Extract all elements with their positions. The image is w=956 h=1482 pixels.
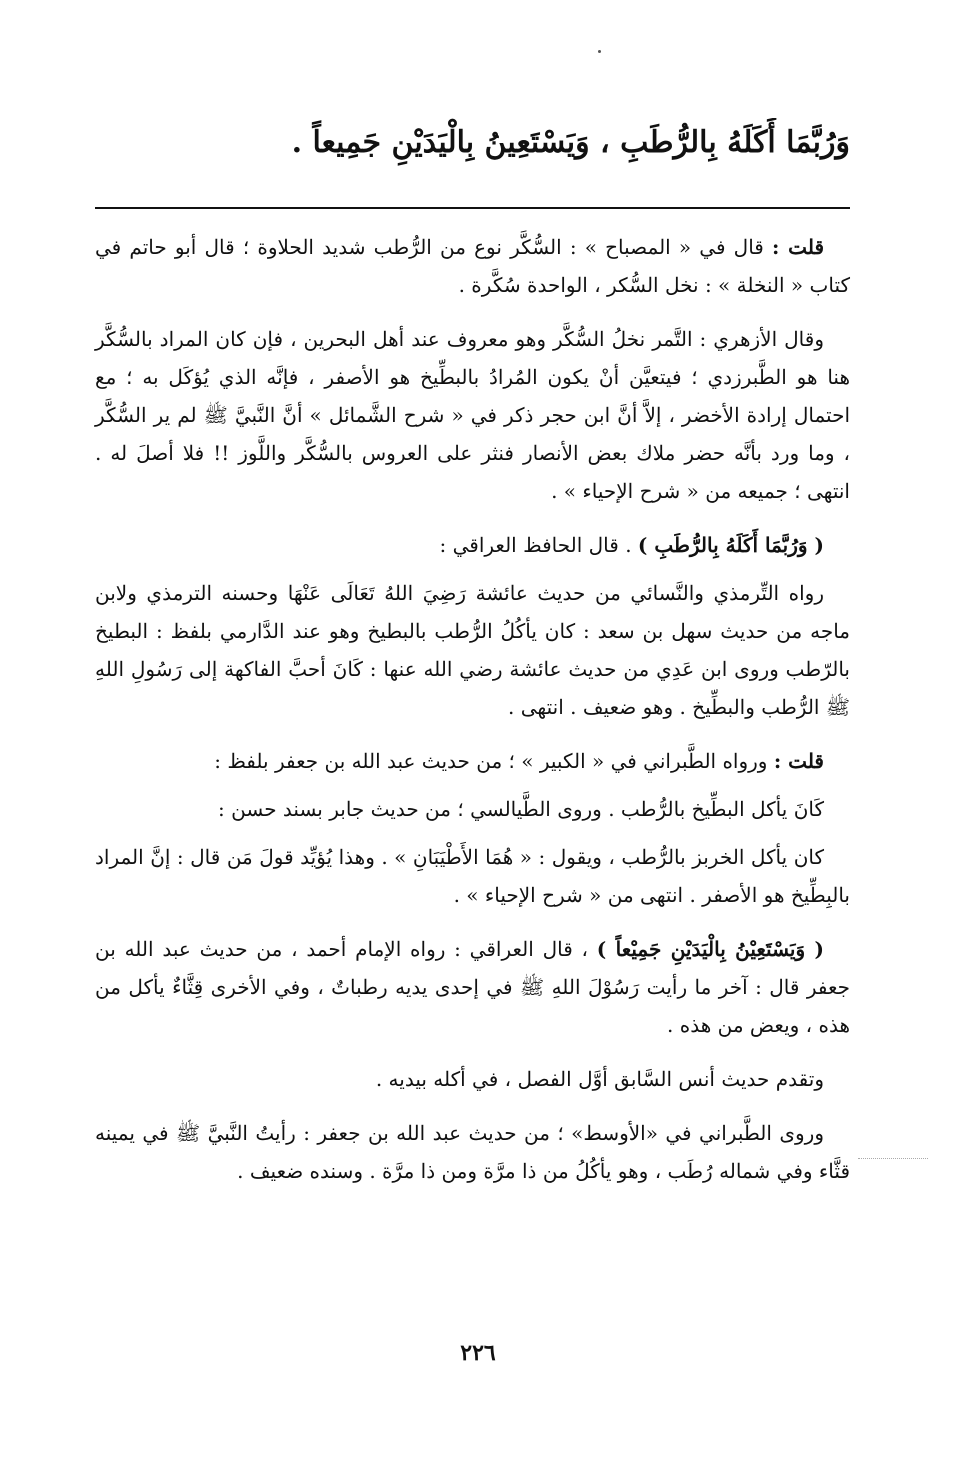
paragraph-text: وقال الأزهري : التَّمر نخلُ السُّكَّر وهو معروف عند أهل البحرين ، فإن كان المراد بالسُّكَّر هنا هو الطَّبرزدي ؛ فيتعيَّن أنْ يكون المُرادُ بالبطِّيخ هو الأصفر ، فإنَّه الذي يُؤكَل به ؛ مع احتمال إرادة الأخضر ، إلاَّ أنَّ ابن حجر ذكر في « شرح الشَّمائل » أنَّ النَّبيَّ ﷺ لم ير السُّكَّر ، وما ورد بأنَّه حضر ملاك بعض الأنصار فنثر على العروس بالسُّكَّر واللَّوز !! فلا أصلَ له . انتهى ؛ جميعه من « شرح الإحياء » .	[95, 327, 851, 503]
paragraph-lead: قلت :	[772, 235, 824, 259]
paragraph-text: كَانَ يأكل البطِّيخ بالرُّطب . وروى الطَّيالسي ؛ من حديث جابر بسند حسن :	[218, 797, 824, 821]
paragraph	[95, 574, 850, 726]
matn-quote: ( وَيَسْتَعِيْنُ بِالْيَدَيْنِ جَمِيْعاً )	[596, 937, 824, 961]
paragraph-text: كان يأكل الخربز بالرُّطب ، ويقول : « هُمَا الأَطْيَبَانِ » . وهذا يُؤيِّد قولَ مَن قال : إنَّ المراد بالبِطِّيخ هو الأصفر . انتهى من « شرح الإحياء » .	[95, 845, 850, 907]
commentary-body	[95, 228, 850, 1206]
paragraph-lead: قلت :	[773, 749, 824, 773]
paragraph	[95, 1060, 850, 1098]
paragraph	[95, 1114, 850, 1190]
paragraph-text: . قال الحافظ العراقي :	[439, 533, 638, 557]
matn-quote: ( وَرُبَّمَا أَكَلَهُ بِالرُّطَبِ )	[637, 533, 824, 557]
paragraph	[95, 838, 850, 914]
paragraph	[95, 790, 850, 828]
paragraph	[95, 320, 850, 510]
paragraph-text: رواه التِّرمذي والنَّسائي من حديث عائشة رَضِيَ اللهُ تَعَالَى عَنْهَا وحسنه الترمذي ولابن ماجه من حديث سهل بن سعد : كان يأكُلُ الرُّطب بالبطيخ وهو عند الدَّارمي بلفظ : البطيخ بالرّطب وروى ابن عَدِي من حديث عائشة رضي الله عنها : كَانَ أحبَّ الفاكهة إلى رَسُولِ اللهِ ﷺ الرُّطب والبطِّيخ . وهو ضعيف . انتهى .	[95, 581, 850, 719]
paragraph-text: ، قال العراقي : رواه الإمام أحمد ، من حديث عبد الله بن جعفر قال : آخر ما رأيت رَسُوْلَ اللهِ ﷺ في إحدى يديه رطباتٌ ، وفي الأخرى قِثَّاءٌ يأكل من هذه ، ويعض من هذه .	[95, 937, 850, 1037]
margin-mark	[858, 1158, 928, 1159]
scan-speck	[598, 50, 601, 53]
paragraph	[95, 526, 850, 564]
paragraph-text: وروى الطَّبراني في «الأوسط» ؛ من حديث عبد الله بن جعفر : رأيتُ النَّبيَّ ﷺ في يمينه قثَّاء وفي شماله رُطَب ، وهو يأكُلُ من ذا مرَّة ومن ذا مرَّة . وسنده ضعيف .	[95, 1121, 850, 1183]
page-number: ٢٢٦	[460, 1340, 496, 1366]
heading-divider	[95, 207, 850, 209]
paragraph-text: قال في « المصباح » : السُّكَّر نوع من الرُّطب شديد الحلاوة ؛ قال أبو حاتم في كتاب « النخلة » : نخل السُّكر ، الواحدة سُكَّرة .	[95, 235, 850, 297]
paragraph	[95, 742, 850, 780]
paragraph-text: ورواه الطَّبراني في « الكبير » ؛ من حديث عبد الله بن جعفر بلفظ :	[214, 749, 774, 773]
matn-heading: وَرُبَّمَا أَكَلَهُ بِالرُّطَبِ ، وَيَسْتَعِينُ بِالْيَدَيْنِ جَمِيعاً .	[291, 125, 850, 160]
paragraph-text: وتقدم حديث أنس السَّابق أوَّل الفصل ، في أكله بيديه .	[375, 1067, 824, 1091]
paragraph	[95, 930, 850, 1044]
paragraph	[95, 228, 850, 304]
